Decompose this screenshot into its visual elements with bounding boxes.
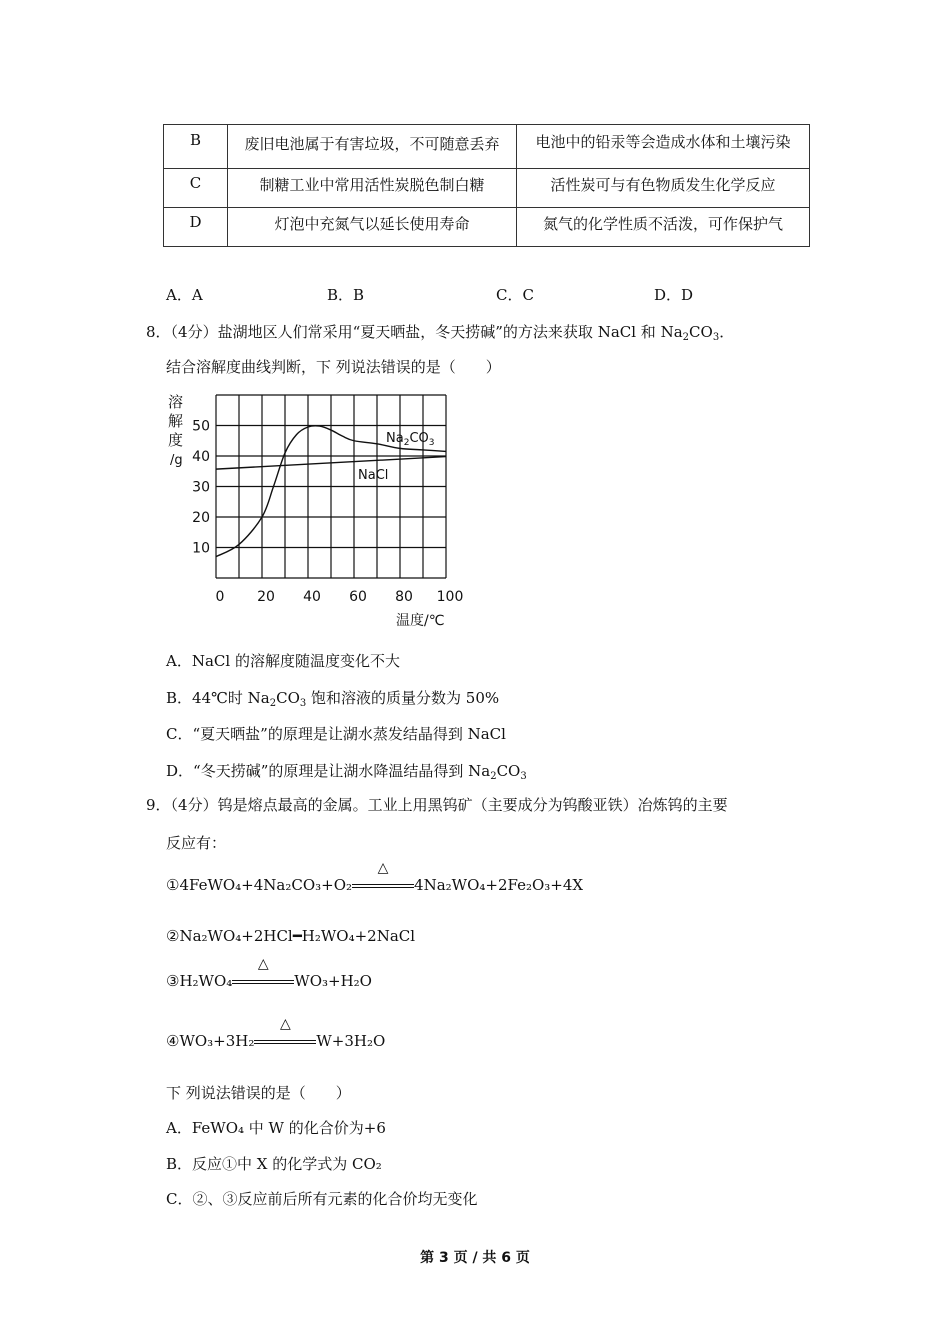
subscript: 3: [299, 698, 307, 709]
heat-condition: [254, 1016, 316, 1050]
equation-right: WO₃+H₂O: [294, 972, 372, 990]
x-tick-label: 20: [257, 589, 275, 605]
equation-right: 4Na₂WO₄+2Fe₂O₃+4X: [414, 876, 584, 894]
y-label-char: 解: [168, 412, 184, 430]
option-b[interactable]: B．B: [327, 286, 365, 304]
table-cell-fact: 制糖工业中常用活性炭脱色制白糖: [228, 169, 517, 208]
y-label-char: 溶: [168, 393, 184, 411]
y-tick-label: 10: [192, 540, 210, 557]
equation-3: [166, 956, 372, 990]
question-7-table: [163, 124, 810, 247]
x-tick-label: 60: [349, 589, 367, 605]
question-9-option-a[interactable]: A．FeWO₄ 中 W 的化合价为+6: [166, 1119, 386, 1137]
table-cell-fact: 灯泡中充氮气以延长使用寿命: [228, 208, 517, 247]
heat-condition: [352, 860, 414, 894]
series-label-na2co3: $Na_2CO_3$: [386, 431, 435, 448]
equation-1: [166, 860, 584, 894]
heat-symbol: △: [280, 1016, 291, 1032]
question-8-stem-line1: [146, 321, 734, 342]
question-7-options: [166, 284, 766, 304]
y-tick-label: 20: [192, 510, 210, 526]
series-label-nacl: NaCl: [358, 468, 389, 483]
table-row: [164, 125, 810, 169]
x-tick-label: 40: [303, 589, 321, 605]
table-cell-fact: 废旧电池属于有害垃圾，不可随意丢弃: [228, 125, 517, 169]
table-cell-reason: 氮气的化学性质不活泼，可作保护气: [517, 208, 810, 247]
solubility-chart: [160, 385, 480, 635]
question-9-option-c[interactable]: C．②、③反应前后所有元素的化合价均无变化: [166, 1190, 478, 1208]
stem-text: ．: [719, 323, 735, 341]
subscript: 3: [520, 771, 527, 782]
subscript: 3: [712, 332, 720, 343]
subscript: 2: [682, 332, 690, 343]
subscript: 2: [269, 698, 277, 709]
y-tick-label: 30: [192, 479, 210, 496]
question-number: 8．: [146, 323, 171, 341]
stem-text: CO: [689, 323, 713, 341]
question-9-option-b[interactable]: B．反应①中 X 的化学式为 CO₂: [166, 1155, 382, 1173]
question-8-option-b[interactable]: [166, 687, 499, 708]
question-9-stem-line1: [146, 794, 728, 815]
question-8-option-d[interactable]: [166, 760, 527, 781]
table-cell-option: D: [164, 208, 228, 247]
y-axis-label: [168, 393, 183, 468]
table-cell-reason: 电池中的铅汞等会造成水体和土壤污染: [517, 125, 810, 169]
question-number: 9．: [146, 796, 171, 814]
equation-left: ④WO₃+3H₂: [166, 1032, 255, 1050]
option-text: B．44℃时 Na: [166, 689, 270, 707]
y-tick-label: 50: [192, 418, 210, 435]
x-tick-label: 0: [215, 589, 225, 605]
stem-text: 盐湖地区人们常采用“夏天晒盐，冬天捞碱”的方法来获取 NaCl 和 Na: [217, 323, 683, 341]
table-cell-reason: 活性炭可与有色物质发生化学反应: [517, 169, 810, 208]
page-footer: 第 3 页 / 共 6 页: [420, 1250, 530, 1266]
stem-text: 钨是熔点最高的金属。工业上用黑钨矿（主要成分为钨酸亚铁）冶炼钨的主要: [217, 796, 728, 814]
option-a[interactable]: A．A: [166, 286, 203, 304]
question-9-stem-line2: 反应有：: [166, 834, 227, 852]
table-cell-option: C: [164, 169, 228, 208]
heat-symbol: △: [377, 860, 389, 876]
y-tick-label: 40: [192, 449, 210, 465]
question-9-prompt: 下 列说法错误的是（ ）: [166, 1084, 351, 1102]
option-c[interactable]: C．C: [496, 286, 534, 304]
option-d[interactable]: D．D: [654, 286, 694, 304]
equation-4: [166, 1016, 386, 1050]
y-label-char: 度: [168, 431, 184, 449]
x-tick-labels: [216, 589, 464, 605]
y-tick-labels: [192, 419, 210, 557]
chart-grid: [216, 395, 446, 578]
equation-right: W+3H₂O: [316, 1032, 386, 1050]
table-cell-option: B: [164, 125, 228, 169]
heat-condition: [232, 956, 294, 990]
option-text: CO: [496, 762, 521, 780]
equation-2: ②Na₂WO₄+2HCl━H₂WO₄+2NaCl: [166, 927, 416, 945]
x-tick-label: 100: [436, 589, 464, 605]
x-tick-label: 80: [395, 589, 413, 605]
table-row: [164, 208, 810, 247]
option-text: 饱和溶液的质量分数为 50%: [306, 689, 500, 707]
question-8-option-c[interactable]: C．“夏天晒盐”的原理是让湖水蒸发结晶得到 NaCl: [166, 725, 506, 743]
subscript: 2: [490, 771, 497, 782]
option-text: CO: [276, 689, 300, 707]
question-score: （4分）: [170, 796, 218, 814]
heat-symbol: △: [257, 956, 269, 972]
question-score: （4分）: [170, 323, 218, 341]
option-text: D．“冬天捞碱”的原理是让湖水降温结晶得到 Na: [166, 762, 491, 780]
x-axis-label: 温度/℃: [396, 613, 445, 629]
equation-left: ①4FeWO₄+4Na₂CO₃+O₂: [166, 876, 353, 894]
table-row: [164, 169, 810, 208]
question-8-stem-line2: 结合溶解度曲线判断，下 列说法错误的是（ ）: [166, 358, 501, 376]
y-label-char: /g: [170, 453, 183, 468]
question-8-option-a[interactable]: A．NaCl 的溶解度随温度变化不大: [166, 652, 400, 670]
equation-left: ③H₂WO₄: [166, 972, 233, 990]
